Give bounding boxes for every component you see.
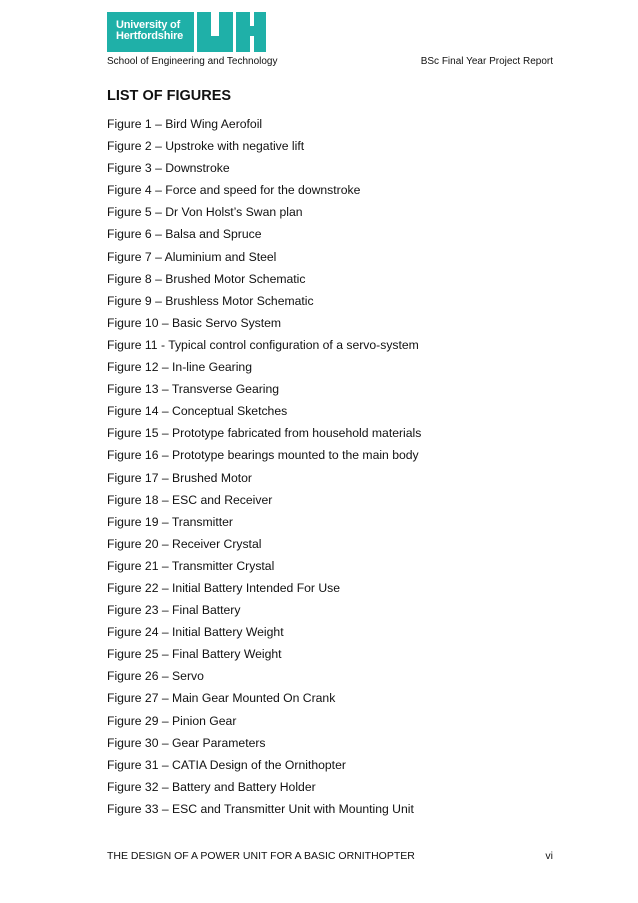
logo-line-1: University of [116,19,181,31]
page-footer [107,850,553,859]
figure-list-item: Figure 19 – Transmitter [107,514,233,529]
figure-list-item: Figure 25 – Final Battery Weight [107,647,282,662]
figure-list-item: Figure 13 – Transverse Gearing [107,382,280,397]
figure-list-item: Figure 31 – CATIA Design of the Ornithopter [107,757,346,772]
uh-monogram-icon [194,12,267,52]
figure-list-item: Figure 14 – Conceptual Sketches [107,404,288,419]
figure-list-item: Figure 22 – Initial Battery Intended For Use [107,580,341,595]
figure-list-item: Figure 6 – Balsa and Spruce [107,227,262,242]
figure-list-item: Figure 26 – Servo [107,669,204,684]
figure-list-item: Figure 21 – Transmitter Crystal [107,558,275,573]
figure-list-item: Figure 4 – Force and speed for the downstroke [107,183,361,198]
footer-title: THE DESIGN OF A POWER UNIT FOR A BASIC ORNITHOPTER [107,850,415,859]
figure-list-item: Figure 23 – Final Battery [107,603,241,618]
page-title: LIST OF FIGURES [107,88,232,104]
figure-list-item: Figure 3 – Downstroke [107,161,230,176]
university-logo [107,12,267,52]
figure-list-item: Figure 16 – Prototype bearings mounted to the main body [107,448,419,463]
figure-list-item: Figure 32 – Battery and Battery Holder [107,779,316,794]
figure-list-item: Figure 30 – Gear Parameters [107,735,266,750]
page-number: vi [545,850,553,859]
figure-list-item: Figure 20 – Receiver Crystal [107,536,262,551]
figure-list-item: Figure 33 – ESC and Transmitter Unit with Mounting Unit [107,801,414,816]
figure-list-item: Figure 10 – Basic Servo System [107,315,282,330]
figure-list-item: Figure 24 – Initial Battery Weight [107,625,284,640]
figure-list [107,115,421,822]
figure-list-item: Figure 1 – Bird Wing Aerofoil [107,117,263,131]
figure-list-item: Figure 7 – Aluminium and Steel [107,249,277,264]
figure-list-item: Figure 18 – ESC and Receiver [107,492,273,507]
logo-wordmark [107,12,194,52]
header-school: School of Engineering and Technology [107,56,278,67]
figure-list-item: Figure 2 – Upstroke with negative lift [107,139,305,154]
figure-list-item: Figure 27 – Main Gear Mounted On Crank [107,691,336,706]
figure-list-item: Figure 29 – Pinion Gear [107,713,237,728]
figure-list-item: Figure 12 – In-line Gearing [107,360,252,375]
figure-list-item: Figure 9 – Brushless Motor Schematic [107,293,314,308]
figure-list-item: Figure 8 – Brushed Motor Schematic [107,271,306,286]
figure-list-item: Figure 15 – Prototype fabricated from household materials [107,426,422,441]
logo-line-2: Hertfordshire [116,30,184,42]
figure-list-item: Figure 5 – Dr Von Holst’s Swan plan [107,205,303,220]
figure-list-item: Figure 11 - Typical control configuration of a servo-system [107,337,419,352]
header-report-type: BSc Final Year Project Report [420,56,553,67]
figure-list-item: Figure 17 – Brushed Motor [107,470,252,485]
